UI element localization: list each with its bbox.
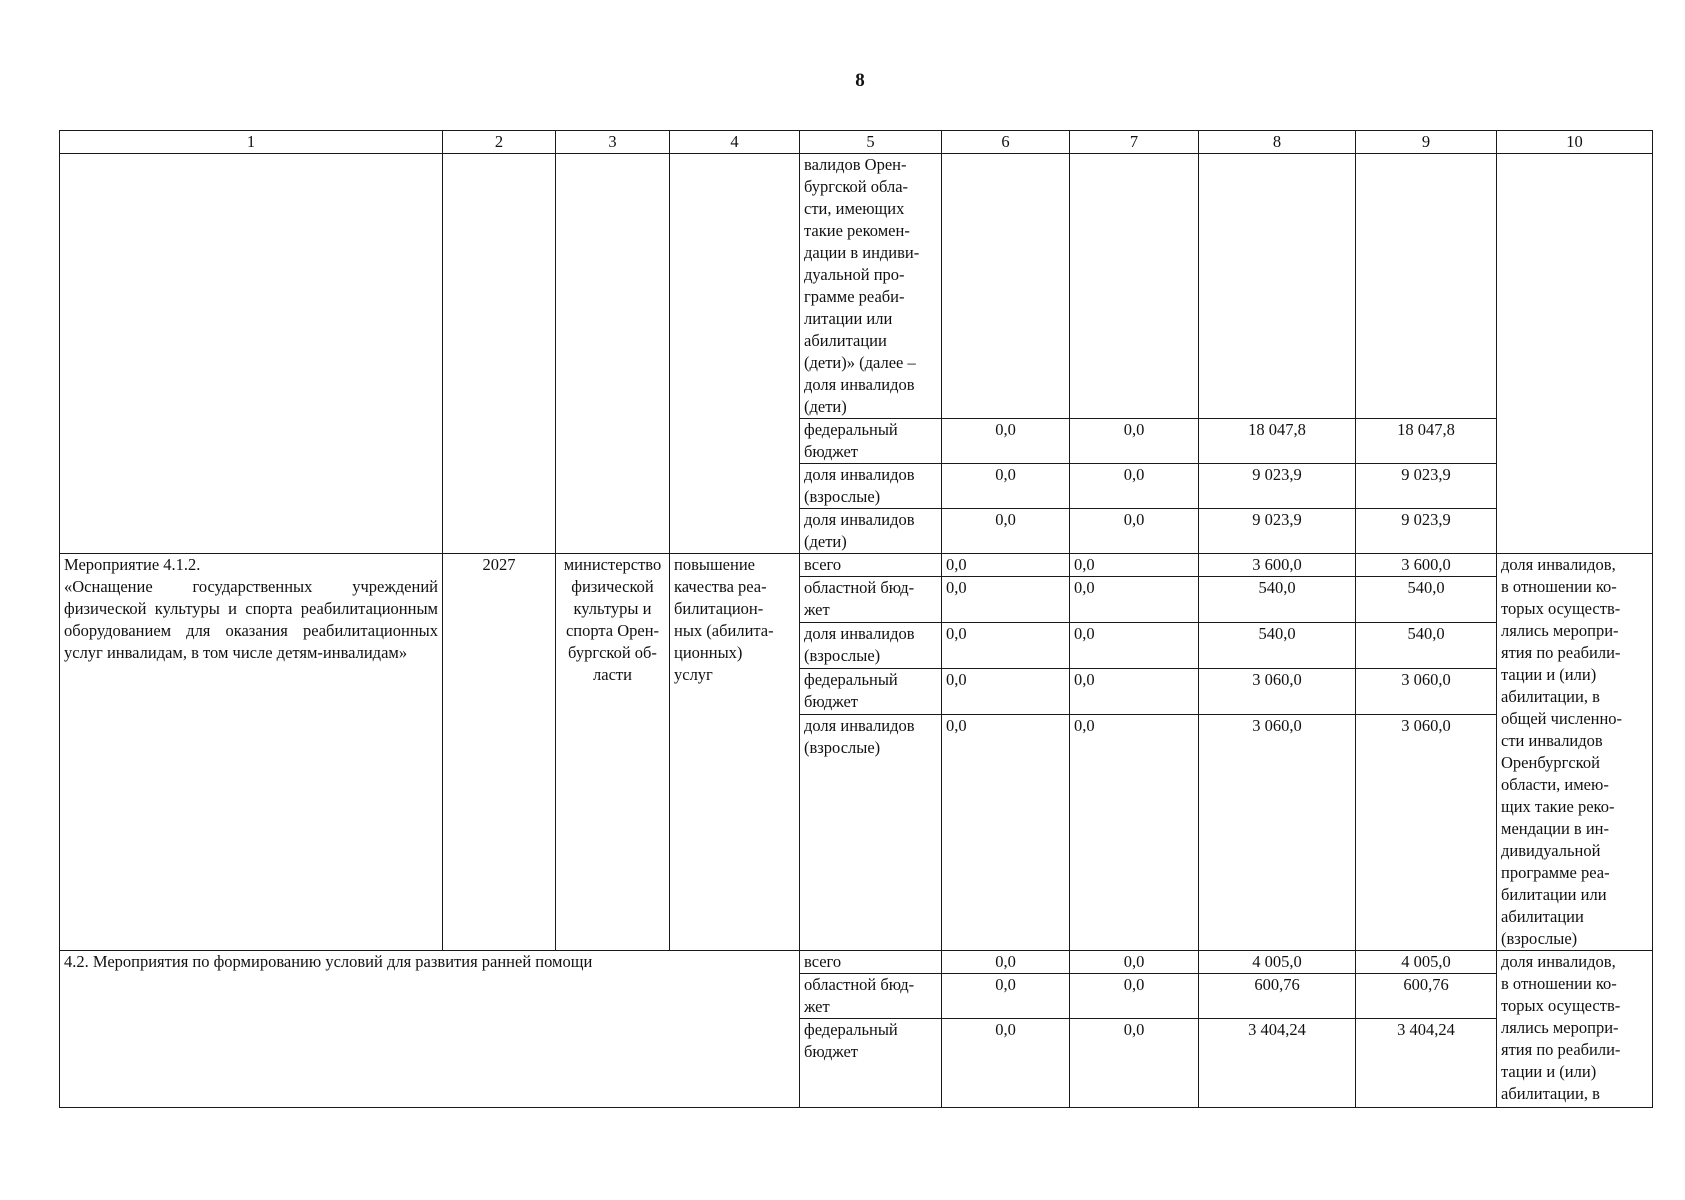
value-col7: 0,0	[1070, 1019, 1199, 1108]
funding-source: доля инвалидов (взрослые)	[800, 623, 942, 669]
value-col6: 0,0	[942, 669, 1070, 715]
funding-source: областной бюд- жет	[800, 974, 942, 1019]
event-title: Мероприятие 4.1.2.	[64, 555, 201, 574]
continuation-text: валидов Орен- бургской обла- сти, имеющих такие рекомен- дации в индиви- дуальной про- грамме реаби- литации или абилитации (дети)» (далее – доля инвалидов (дети)	[800, 154, 942, 419]
value-col8: 3 600,0	[1199, 554, 1356, 577]
value-col8: 600,76	[1199, 974, 1356, 1019]
col-header-7: 7	[1070, 131, 1199, 154]
value-col7: 0,0	[1070, 577, 1199, 623]
funding-source: доля инвалидов (дети)	[800, 509, 942, 554]
value-col7: 0,0	[1070, 509, 1199, 554]
value-col8: 3 060,0	[1199, 669, 1356, 715]
value-col9: 600,76	[1356, 974, 1497, 1019]
page-number: 8	[855, 70, 865, 91]
funding-source: федеральный бюджет	[800, 669, 942, 715]
continuation-cell-10	[1497, 154, 1653, 554]
funding-source: областной бюд- жет	[800, 577, 942, 623]
value-col6: 0,0	[942, 464, 1070, 509]
value-col8: 9 023,9	[1199, 464, 1356, 509]
value-col8: 3 404,24	[1199, 1019, 1356, 1108]
value-col6: 0,0	[942, 714, 1070, 950]
empty-cell	[1070, 154, 1199, 419]
col-header-4: 4	[670, 131, 800, 154]
empty-cell	[1199, 154, 1356, 419]
funding-source: доля инвалидов (взрослые)	[800, 464, 942, 509]
event-year: 2027	[443, 554, 556, 951]
event-executor: министерство физической культуры и спорта Орен- бургской об- ласти	[556, 554, 670, 951]
value-col7: 0,0	[1070, 419, 1199, 464]
col-header-10: 10	[1497, 131, 1653, 154]
table-row	[60, 154, 1653, 419]
value-col7: 0,0	[1070, 951, 1199, 974]
table-row	[60, 554, 1653, 577]
funding-source: доля инвалидов (взрослые)	[800, 714, 942, 950]
event-result: повышение качества реа- билитацион- ных (абилита- ционных) услуг	[670, 554, 800, 951]
value-col9: 3 060,0	[1356, 714, 1497, 950]
value-col7: 0,0	[1070, 714, 1199, 950]
value-col7: 0,0	[1070, 669, 1199, 715]
value-col8: 540,0	[1199, 577, 1356, 623]
value-col9: 540,0	[1356, 577, 1497, 623]
section-indicator: доля инвалидов, в отношении ко- торых осуществ- лялись меропри- ятия по реабили- тации и (или) абилитации, в	[1497, 951, 1653, 1108]
value-col6: 0,0	[942, 419, 1070, 464]
value-col6: 0,0	[942, 509, 1070, 554]
col-header-8: 8	[1199, 131, 1356, 154]
continuation-cell-2	[443, 154, 556, 554]
funding-source: федеральный бюджет	[800, 1019, 942, 1108]
value-col7: 0,0	[1070, 623, 1199, 669]
col-header-1: 1	[60, 131, 443, 154]
continuation-cell-4	[670, 154, 800, 554]
value-col8: 4 005,0	[1199, 951, 1356, 974]
col-header-3: 3	[556, 131, 670, 154]
value-col6: 0,0	[942, 623, 1070, 669]
value-col7: 0,0	[1070, 554, 1199, 577]
event-indicator: доля инвалидов, в отношении ко- торых осуществ- лялись меропри- ятия по реабили- тации и (или) абилитации, в общей численно- сти инвалидов Оренбургской области, имею- щих такие реко- мендации в ин- дивидуальной программе реа- билитации или абилитации (взрослые)	[1497, 554, 1653, 951]
event-description: «Оснащение государственных учреждений физической культуры и спорта реабилитационным оборудованием для оказания реабилитационных услуг инвалидам, в том числе детям-инвалидам»	[64, 577, 438, 662]
value-col9: 18 047,8	[1356, 419, 1497, 464]
value-col8: 18 047,8	[1199, 419, 1356, 464]
col-header-9: 9	[1356, 131, 1497, 154]
event-cell	[60, 554, 443, 951]
section-title: 4.2. Мероприятия по формированию условий для развития ранней помощи	[60, 951, 800, 1108]
empty-cell	[1356, 154, 1497, 419]
continuation-cell-3	[556, 154, 670, 554]
program-table	[59, 130, 1653, 1108]
value-col9: 3 600,0	[1356, 554, 1497, 577]
col-header-5: 5	[800, 131, 942, 154]
value-col6: 0,0	[942, 577, 1070, 623]
table-row	[60, 951, 1653, 974]
continuation-cell-1	[60, 154, 443, 554]
value-col9: 9 023,9	[1356, 464, 1497, 509]
funding-source: всего	[800, 554, 942, 577]
value-col8: 9 023,9	[1199, 509, 1356, 554]
value-col8: 540,0	[1199, 623, 1356, 669]
value-col6: 0,0	[942, 974, 1070, 1019]
value-col6: 0,0	[942, 554, 1070, 577]
value-col7: 0,0	[1070, 974, 1199, 1019]
value-col6: 0,0	[942, 1019, 1070, 1108]
funding-source: федеральный бюджет	[800, 419, 942, 464]
value-col9: 3 060,0	[1356, 669, 1497, 715]
column-number-row	[60, 131, 1653, 154]
empty-cell	[942, 154, 1070, 419]
value-col9: 9 023,9	[1356, 509, 1497, 554]
value-col9: 3 404,24	[1356, 1019, 1497, 1108]
col-header-6: 6	[942, 131, 1070, 154]
value-col8: 3 060,0	[1199, 714, 1356, 950]
col-header-2: 2	[443, 131, 556, 154]
value-col9: 540,0	[1356, 623, 1497, 669]
value-col9: 4 005,0	[1356, 951, 1497, 974]
value-col7: 0,0	[1070, 464, 1199, 509]
value-col6: 0,0	[942, 951, 1070, 974]
funding-source: всего	[800, 951, 942, 974]
